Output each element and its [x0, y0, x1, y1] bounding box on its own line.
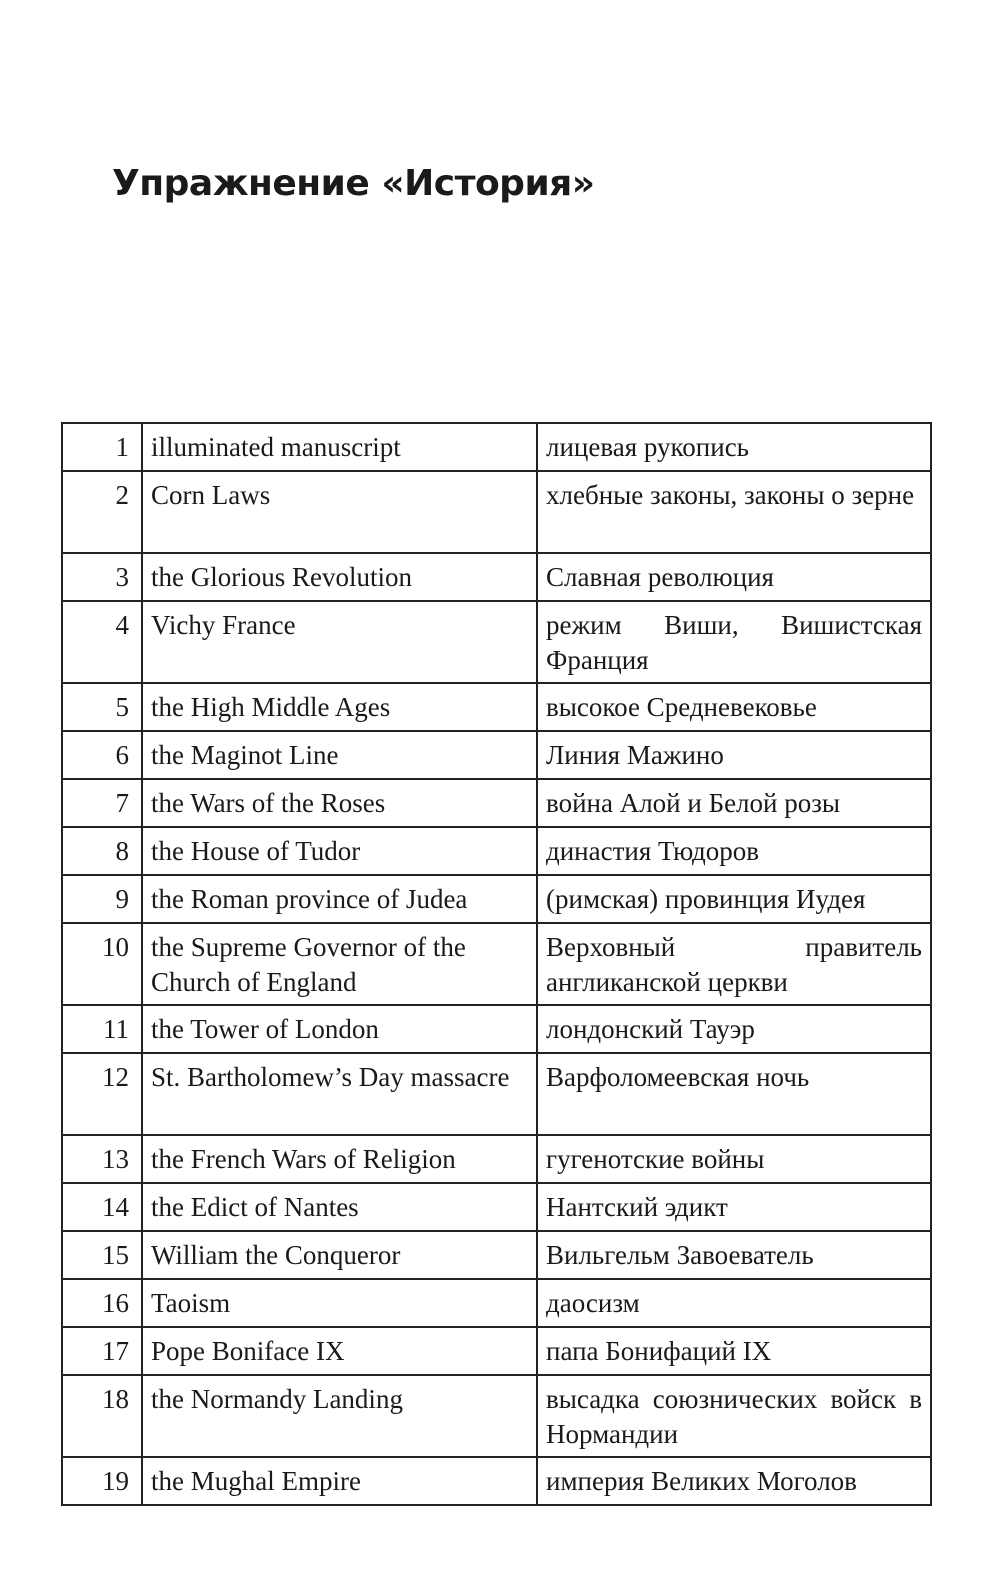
table-row — [62, 471, 931, 553]
row-number: 9 — [62, 875, 142, 923]
english-term: illuminated manuscript — [142, 423, 537, 471]
table-row — [62, 1457, 931, 1505]
table-row — [62, 601, 931, 683]
russian-translation: высокое Средневековье — [537, 683, 931, 731]
row-number: 18 — [62, 1375, 142, 1457]
table-row — [62, 553, 931, 601]
table-row — [62, 827, 931, 875]
row-number: 8 — [62, 827, 142, 875]
english-term: the Glorious Revolution — [142, 553, 537, 601]
row-number: 19 — [62, 1457, 142, 1505]
table-row — [62, 1279, 931, 1327]
row-number: 14 — [62, 1183, 142, 1231]
table-row — [62, 1183, 931, 1231]
row-number: 2 — [62, 471, 142, 553]
russian-translation: Верховный правитель англиканской церкви — [537, 923, 931, 1005]
russian-translation: Линия Мажино — [537, 731, 931, 779]
table-row — [62, 779, 931, 827]
english-term: the Edict of Nantes — [142, 1183, 537, 1231]
table-row — [62, 1327, 931, 1375]
english-term: the Supreme Governor of the Church of England — [142, 923, 537, 1005]
row-number: 6 — [62, 731, 142, 779]
table-row — [62, 731, 931, 779]
table-row — [62, 1375, 931, 1457]
english-term: Corn Laws — [142, 471, 537, 553]
table-row — [62, 1053, 931, 1135]
english-term: William the Conqueror — [142, 1231, 537, 1279]
english-term: the Wars of the Roses — [142, 779, 537, 827]
russian-translation: папа Бонифаций IX — [537, 1327, 931, 1375]
russian-translation: Варфоломеевская ночь — [537, 1053, 931, 1135]
row-number: 11 — [62, 1005, 142, 1053]
russian-translation: династия Тюдоров — [537, 827, 931, 875]
table-row — [62, 683, 931, 731]
russian-translation: Вильгельм Завоеватель — [537, 1231, 931, 1279]
table-row — [62, 875, 931, 923]
table-row — [62, 1231, 931, 1279]
russian-translation: (римская) провинция Иудея — [537, 875, 931, 923]
table-row — [62, 1005, 931, 1053]
russian-translation: гугенотские войны — [537, 1135, 931, 1183]
row-number: 4 — [62, 601, 142, 683]
russian-translation: Нантский эдикт — [537, 1183, 931, 1231]
russian-translation: война Алой и Белой розы — [537, 779, 931, 827]
russian-translation: Славная революция — [537, 553, 931, 601]
english-term: St. Bartholomew’s Day massacre — [142, 1053, 537, 1135]
english-term: Taoism — [142, 1279, 537, 1327]
row-number: 10 — [62, 923, 142, 1005]
row-number: 1 — [62, 423, 142, 471]
row-number: 12 — [62, 1053, 142, 1135]
english-term: the High Middle Ages — [142, 683, 537, 731]
row-number: 16 — [62, 1279, 142, 1327]
row-number: 5 — [62, 683, 142, 731]
russian-translation: лицевая рукопись — [537, 423, 931, 471]
russian-translation: даосизм — [537, 1279, 931, 1327]
row-number: 7 — [62, 779, 142, 827]
russian-translation: хлебные законы, законы о зерне — [537, 471, 931, 553]
english-term: the French Wars of Religion — [142, 1135, 537, 1183]
table-row — [62, 1135, 931, 1183]
row-number: 15 — [62, 1231, 142, 1279]
russian-translation: империя Великих Моголов — [537, 1457, 931, 1505]
english-term: Vichy France — [142, 601, 537, 683]
page-title: Упражнение «История» — [112, 163, 595, 204]
english-term: the Roman province of Judea — [142, 875, 537, 923]
english-term: Pope Boniface IX — [142, 1327, 537, 1375]
row-number: 13 — [62, 1135, 142, 1183]
row-number: 3 — [62, 553, 142, 601]
row-number: 17 — [62, 1327, 142, 1375]
english-term: the Tower of London — [142, 1005, 537, 1053]
english-term: the Mughal Empire — [142, 1457, 537, 1505]
vocabulary-table — [61, 422, 932, 1506]
table-row — [62, 923, 931, 1005]
english-term: the Normandy Landing — [142, 1375, 537, 1457]
russian-translation: лондонский Тауэр — [537, 1005, 931, 1053]
table-row — [62, 423, 931, 471]
english-term: the House of Tudor — [142, 827, 537, 875]
russian-translation: режим Виши, Вишистская Франция — [537, 601, 931, 683]
english-term: the Maginot Line — [142, 731, 537, 779]
russian-translation: высадка союзнических войск в Нормандии — [537, 1375, 931, 1457]
